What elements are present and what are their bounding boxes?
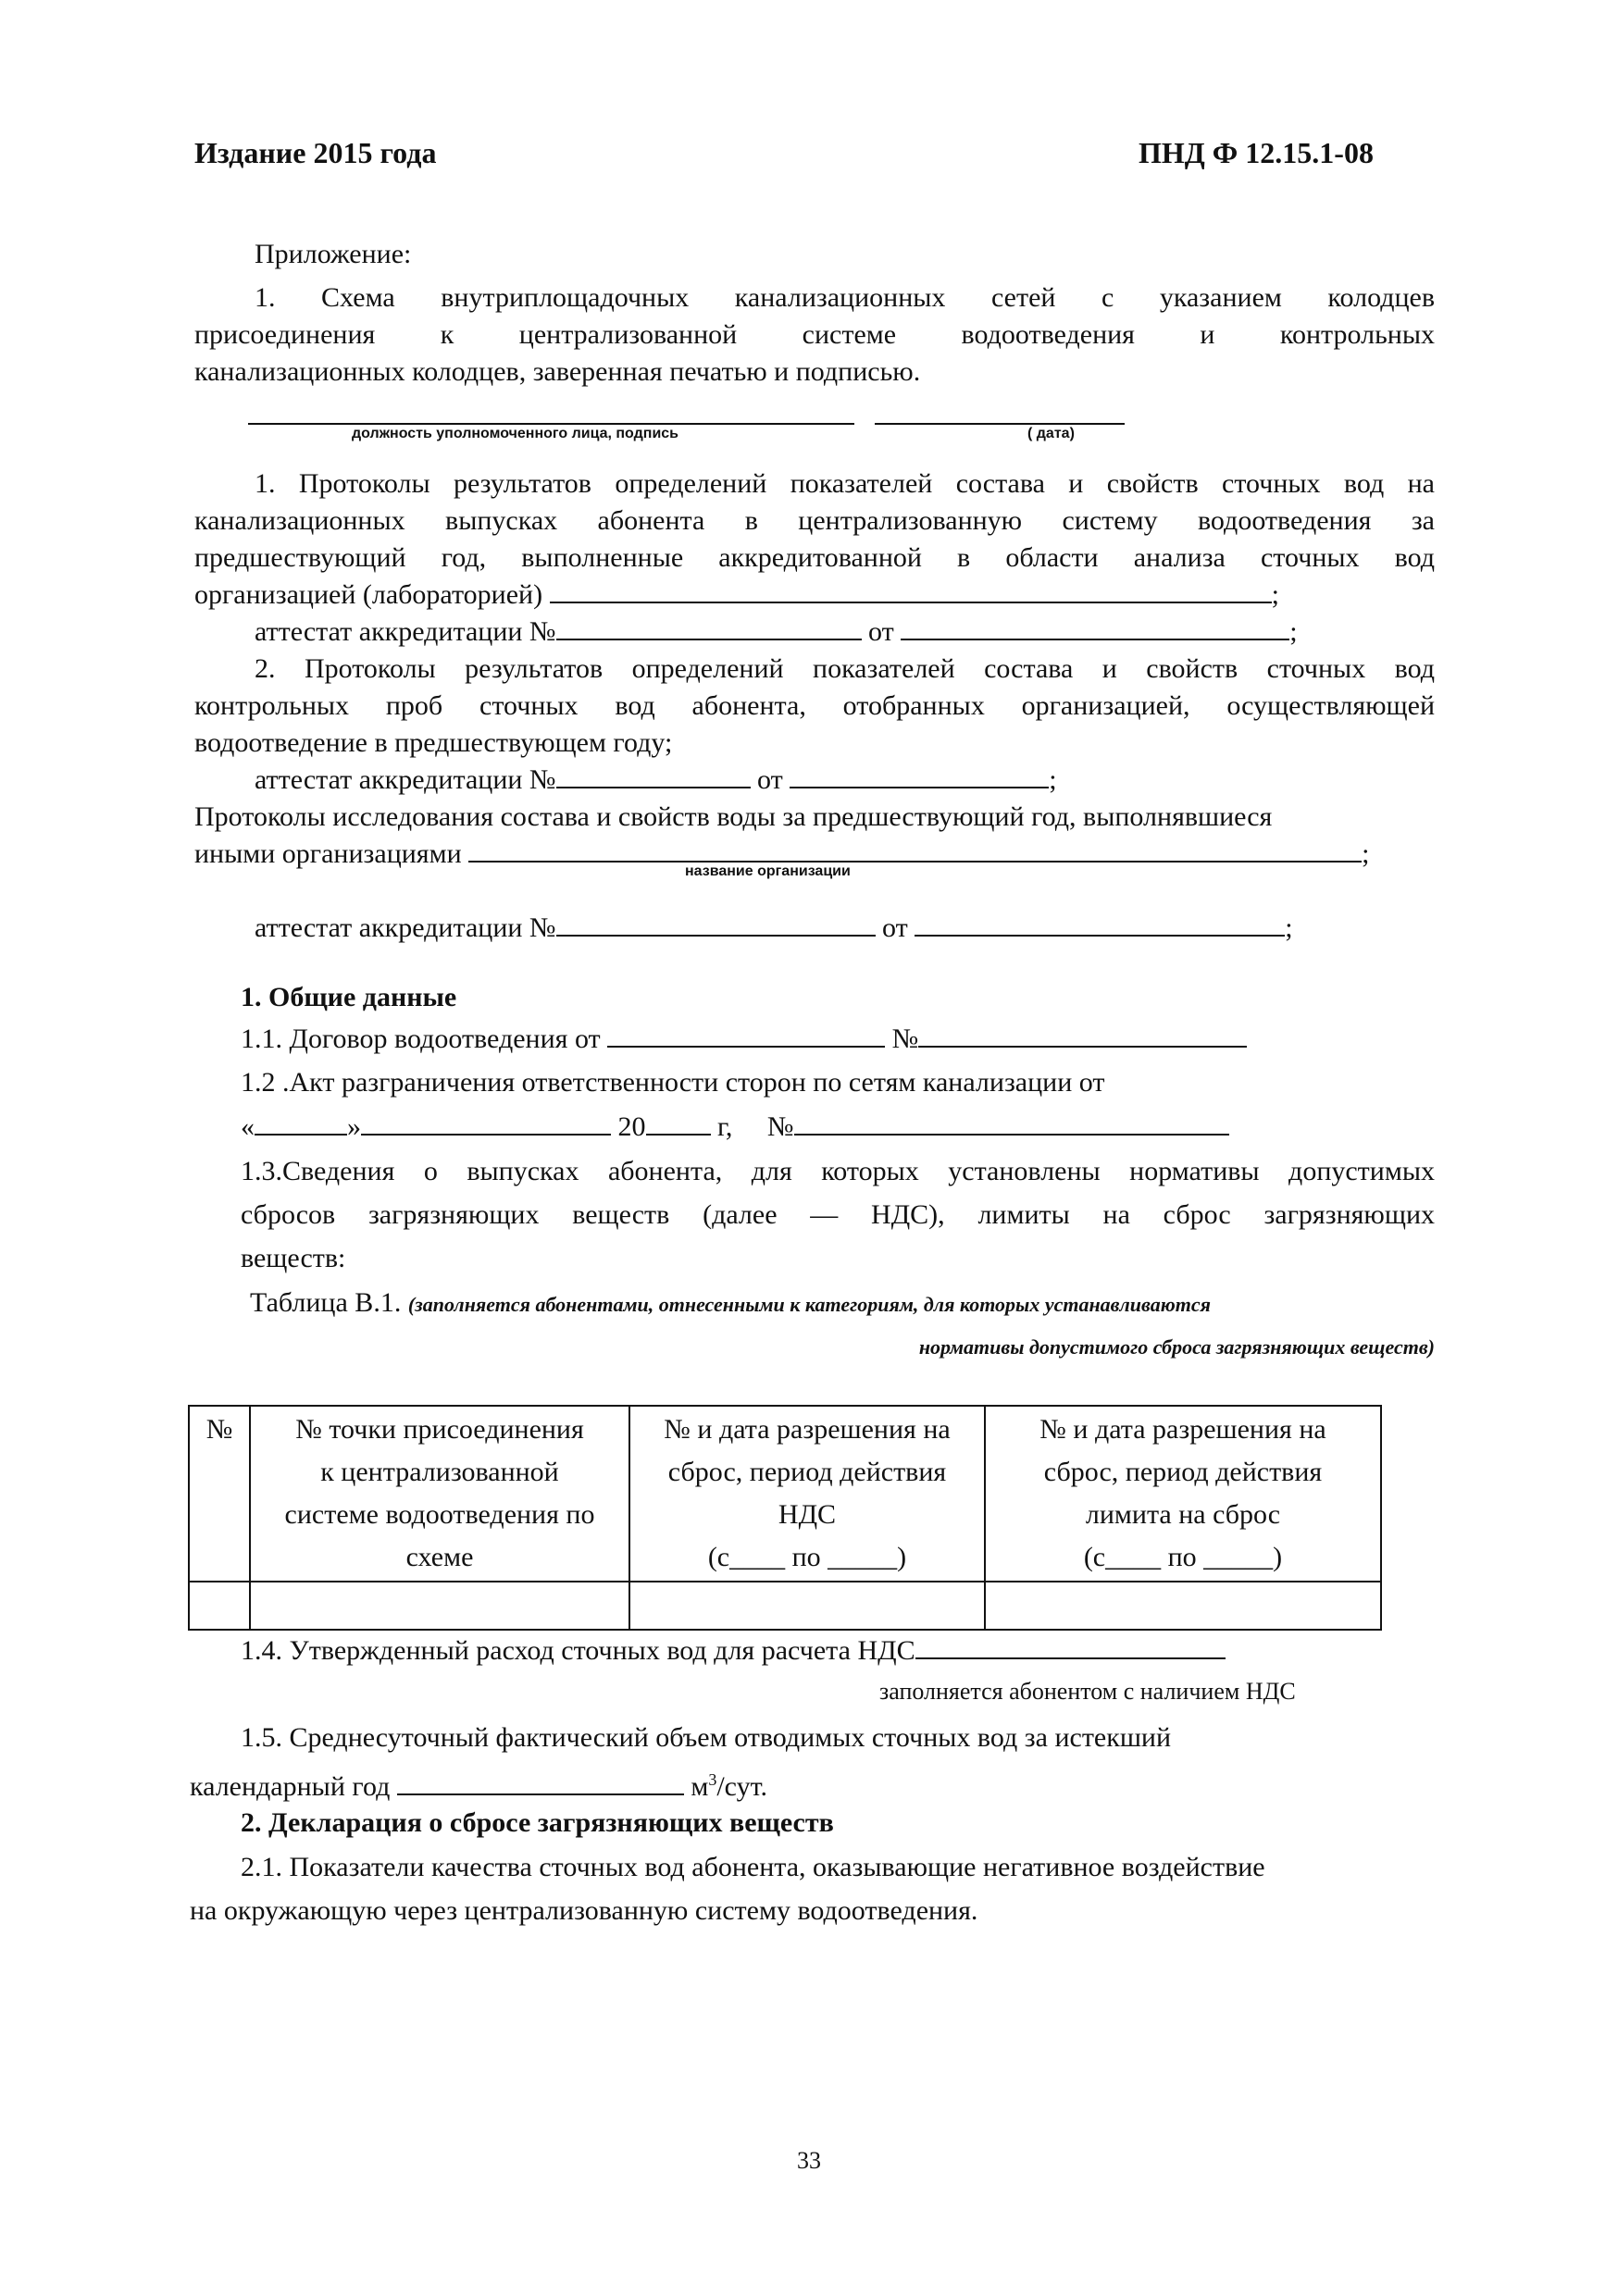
table-cell[interactable] (985, 1582, 1381, 1630)
protocol1-line1: 1. Протоколы результатов определений показателей состава и свойств сточных вод на (255, 468, 1435, 499)
protocol1-line3: предшествующий год, выполненные аккредитованной в области анализа сточных вод (194, 542, 1435, 573)
col2-line1: № точки присоединения (295, 1414, 584, 1445)
flow-label: 1.4. Утвержденный расход сточных вод для расчета НДС (241, 1635, 915, 1666)
table-cell[interactable] (189, 1582, 250, 1630)
date-caption: ( дата) (1027, 426, 1075, 441)
table-row (189, 1582, 1381, 1630)
cert2-date-field[interactable] (790, 763, 1049, 788)
header-left: Издание 2015 года (194, 136, 437, 169)
protocol2-line2: контрольных проб сточных вод абонента, отобранных организацией, осуществляющей (194, 690, 1435, 721)
protocol1-line2: канализационных выпусках абонента в централизованную систему водоотведения за (194, 505, 1435, 536)
protocol2-line3: водоотведение в предшествующем году; (194, 727, 673, 758)
act-num-label: № (766, 1111, 794, 1142)
contract-label: 1.1. Договор водоотведения от (241, 1024, 601, 1054)
cert3-number-field[interactable] (556, 911, 876, 937)
appendix-item1-line1: 1. Схема внутриплощадочных канализационных сетей с указанием колодцев (255, 282, 1435, 313)
flow-row (241, 1632, 1481, 1669)
col3-line4: (с____ по _____) (707, 1542, 907, 1572)
table-cell[interactable] (629, 1582, 985, 1630)
act-row (241, 1109, 1481, 1146)
outlets-table (188, 1405, 1382, 1631)
semicolon: ; (1362, 838, 1370, 869)
declaration-heading: 2. Декларация о сбросе загрязняющих веществ (241, 1807, 834, 1838)
table-note-line1: (заполняется абонентами, отнесенными к категориям, для которых устанавливаются (407, 1293, 1211, 1316)
col-number-text: № (205, 1414, 233, 1445)
appendix-title: Приложение: (255, 239, 412, 269)
other-organizations-field[interactable] (468, 837, 1362, 863)
act-open-quote: « (241, 1111, 255, 1142)
table-cell[interactable] (250, 1582, 629, 1630)
col3-line3: НДС (778, 1499, 837, 1530)
org-caption: название организации (685, 863, 851, 879)
cert2-number-field[interactable] (556, 763, 751, 788)
table-header-row (189, 1406, 1381, 1582)
cert3-row (255, 910, 1495, 947)
col4-line2: сброс, период действия (1043, 1457, 1323, 1487)
cert1-label: аттестат аккредитации № (255, 616, 556, 647)
page-number: 33 (797, 2147, 821, 2174)
date-line (875, 423, 1125, 425)
act-month-field[interactable] (361, 1110, 611, 1136)
col3-line2: сброс, период действия (667, 1457, 947, 1487)
table-note-row2 (796, 1327, 1435, 1366)
contract-row (241, 1021, 1481, 1058)
col3-line1: № и дата разрешения на (664, 1414, 951, 1445)
appendix-item1-line3: канализационных колодцев, заверенная печатью и подписью. (194, 356, 921, 387)
signature-caption: должность уполномоченного лица, подпись (352, 426, 679, 441)
volume-field[interactable] (397, 1769, 684, 1795)
flow-note: заполняется абонентом с наличием НДС (879, 1678, 1296, 1705)
cert1-row (255, 614, 1495, 651)
cert3-label: аттестат аккредитации № (255, 912, 556, 943)
declaration-line1: 2.1. Показатели качества сточных вод абонента, оказывающие негативное воздействие (241, 1852, 1265, 1882)
col4-line1: № и дата разрешения на (1039, 1414, 1326, 1445)
protocol2-line1: 2. Протоколы результатов определений показателей состава и свойств сточных вод (255, 653, 1435, 684)
unit-sup: 3 (708, 1770, 717, 1789)
act-year-field[interactable] (646, 1110, 711, 1136)
header-right: ПНД Ф 12.15.1-08 (1139, 136, 1374, 169)
cert1-from-label: от (868, 616, 894, 647)
act-number-field[interactable] (794, 1110, 1229, 1136)
signature-line (248, 423, 854, 425)
col2-line4: схеме (405, 1542, 474, 1572)
act-year-prefix: 20 (617, 1111, 646, 1142)
unit-m: м (691, 1771, 709, 1802)
volume-label: календарный год (190, 1771, 391, 1802)
semicolon: ; (1285, 912, 1293, 943)
volume-row (190, 1761, 1430, 1806)
protocol3-orgs-label: иными организациями (194, 838, 462, 869)
col-number-header (189, 1406, 250, 1582)
lab-organization-field[interactable] (550, 577, 1272, 603)
unit-per-day: /сут. (716, 1771, 767, 1802)
general-heading: 1. Общие данные (241, 982, 457, 1012)
protocol3-line1: Протоколы исследования состава и свойств воды за предшествующий год, выполнявшиеся (194, 801, 1273, 832)
act-line1: 1.2 .Акт разграничения ответственности сторон по сетям канализации от (241, 1067, 1105, 1098)
contract-num-label: № (891, 1024, 919, 1054)
contract-date-field[interactable] (607, 1022, 885, 1048)
cert1-date-field[interactable] (901, 614, 1289, 640)
col2-line3: системе водоотведения по (284, 1499, 595, 1530)
semicolon: ; (1289, 616, 1298, 647)
table-label: Таблица В.1. (250, 1287, 402, 1318)
act-g-label: г, (717, 1111, 733, 1142)
protocol1-org-label: организацией (лабораторией) (194, 579, 543, 610)
act-close-quote: » (347, 1111, 361, 1142)
volume-line1: 1.5. Среднесуточный фактический объем отводимых сточных вод за истекший (241, 1722, 1172, 1753)
table-note-line2: нормативы допустимого сброса загрязняющих веществ) (918, 1335, 1435, 1359)
semicolon: ; (1271, 579, 1279, 610)
col2-line2: к централизованной (320, 1457, 559, 1487)
col4-line3: лимита на сброс (1085, 1499, 1281, 1530)
act-day-field[interactable] (255, 1110, 347, 1136)
outlets-line3: веществ: (241, 1243, 346, 1273)
contract-number-field[interactable] (918, 1022, 1247, 1048)
cert1-number-field[interactable] (556, 614, 862, 640)
col-permit-ndc-header (629, 1406, 985, 1582)
outlets-line2: сбросов загрязняющих веществ (далее — НДС), лимиты на сброс загрязняющих (241, 1199, 1435, 1230)
cert2-label: аттестат аккредитации № (255, 764, 556, 795)
cert2-from-label: от (757, 764, 783, 795)
appendix-item1-line2: присоединения к централизованной системе водоотведения и контрольных (194, 319, 1435, 350)
semicolon: ; (1049, 764, 1057, 795)
table-caption-row (250, 1285, 1490, 1323)
declaration-line2: на окружающую через централизованную систему водоотведения. (190, 1895, 978, 1926)
cert3-date-field[interactable] (915, 911, 1285, 937)
cert2-row (255, 762, 1495, 799)
flow-field[interactable] (915, 1633, 1226, 1659)
col4-line4: (с____ по _____) (1083, 1542, 1283, 1572)
outlets-line1: 1.3.Сведения о выпусках абонента, для которых установлены нормативы допустимых (241, 1156, 1435, 1186)
protocol1-line4 (194, 577, 1435, 614)
volume-unit (691, 1771, 767, 1802)
cert3-from-label: от (882, 912, 908, 943)
col-permit-limit-header (985, 1406, 1381, 1582)
col-connection-header (250, 1406, 629, 1582)
